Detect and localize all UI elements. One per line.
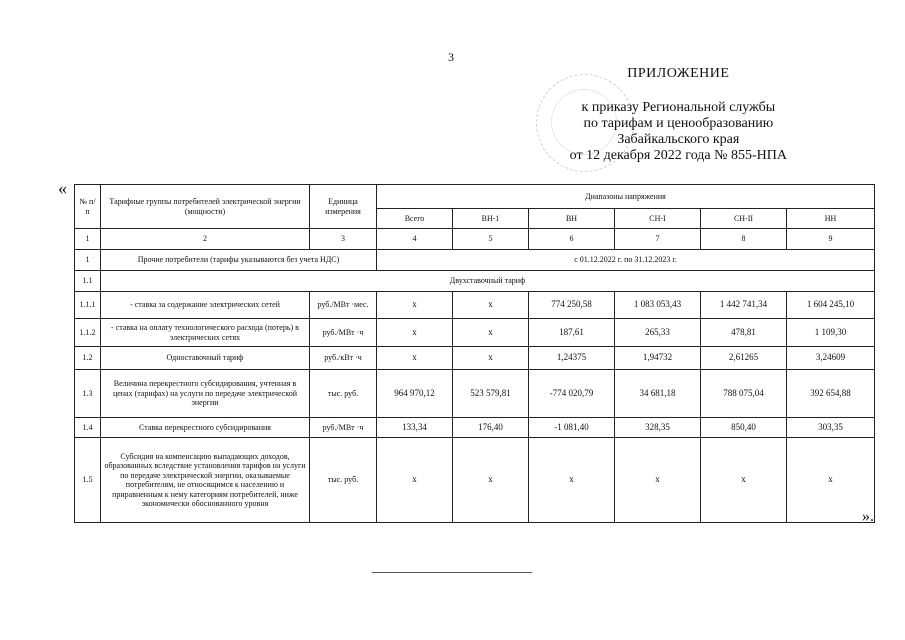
- header-col: Всего: [377, 209, 453, 229]
- header-col: СН-I: [615, 209, 701, 229]
- value-cell: х: [453, 347, 529, 370]
- row-num: 1.1.1: [75, 292, 101, 319]
- header-row: [75, 185, 875, 209]
- table-row: [75, 319, 875, 347]
- value-cell: 2,61265: [701, 347, 787, 370]
- value-cell: 1 083 053,43: [615, 292, 701, 319]
- value-cell: х: [529, 438, 615, 523]
- footer-rule: [372, 572, 532, 573]
- table-row: [75, 347, 875, 370]
- value-cell: 392 654,88: [787, 370, 875, 418]
- header-ranges: Диапазоны напряжения: [377, 185, 875, 209]
- period-cell: с 01.12.2022 г. по 31.12.2023 г.: [377, 250, 875, 271]
- value-cell: х: [787, 438, 875, 523]
- value-cell: 478,81: [701, 319, 787, 347]
- value-cell: -1 081,40: [529, 418, 615, 438]
- annex-line: от 12 декабря 2022 года № 855-НПА: [569, 148, 787, 163]
- header-col: ВН: [529, 209, 615, 229]
- row-num: 1.1: [75, 271, 101, 292]
- annex-line: Забайкальского края: [617, 132, 740, 147]
- index-row: [75, 229, 875, 250]
- tariff-table: [74, 184, 875, 523]
- index-cell: 9: [787, 229, 875, 250]
- index-cell: 7: [615, 229, 701, 250]
- value-cell: 187,61: [529, 319, 615, 347]
- value-cell: -774 020,79: [529, 370, 615, 418]
- value-cell: 303,35: [787, 418, 875, 438]
- header-col: СН-II: [701, 209, 787, 229]
- value-cell: х: [615, 438, 701, 523]
- annex-line: к приказу Региональной службы: [581, 100, 776, 115]
- row-num: 1.5: [75, 438, 101, 523]
- value-cell: 523 579,81: [453, 370, 529, 418]
- header-group: Тарифные группы потребителей электрической энергии (мощности): [101, 185, 310, 229]
- row-unit: тыс. руб.: [310, 370, 377, 418]
- value-cell: х: [453, 292, 529, 319]
- row-unit: руб./МВт ·ч: [310, 418, 377, 438]
- table-row: [75, 271, 875, 292]
- header-col: ВН-1: [453, 209, 529, 229]
- table-row: [75, 370, 875, 418]
- value-cell: 774 250,58: [529, 292, 615, 319]
- table-row: [75, 418, 875, 438]
- value-cell: 1,94732: [615, 347, 701, 370]
- value-cell: 265,33: [615, 319, 701, 347]
- value-cell: 3,24609: [787, 347, 875, 370]
- header-unit: Единица измерения: [310, 185, 377, 229]
- value-cell: 788 075,04: [701, 370, 787, 418]
- row-label: - ставка за содержание электрических сетей: [101, 292, 310, 319]
- row-num: 1: [75, 250, 101, 271]
- index-cell: 5: [453, 229, 529, 250]
- annex-block: [570, 66, 787, 164]
- page-number: 3: [448, 50, 454, 64]
- row-unit: тыс. руб.: [310, 438, 377, 523]
- table-row: [75, 292, 875, 319]
- value-cell: 850,40: [701, 418, 787, 438]
- value-cell: х: [453, 438, 529, 523]
- row-unit: руб./кВт ·ч: [310, 347, 377, 370]
- table-row: [75, 250, 875, 271]
- value-cell: 176,40: [453, 418, 529, 438]
- value-cell: 133,34: [377, 418, 453, 438]
- row-unit: руб./МВт ·мес.: [310, 292, 377, 319]
- header-num: № п/п: [75, 185, 101, 229]
- value-cell: х: [377, 319, 453, 347]
- index-cell: 1: [75, 229, 101, 250]
- index-cell: 6: [529, 229, 615, 250]
- value-cell: х: [453, 319, 529, 347]
- value-cell: 1 604 245,10: [787, 292, 875, 319]
- index-cell: 2: [101, 229, 310, 250]
- value-cell: 34 681,18: [615, 370, 701, 418]
- value-cell: х: [377, 438, 453, 523]
- value-cell: 964 970,12: [377, 370, 453, 418]
- annex-line: по тарифам и ценообразованию: [583, 116, 774, 131]
- row-label: Двухставочный тариф: [101, 271, 875, 292]
- value-cell: 1 442 741,34: [701, 292, 787, 319]
- opening-quote: «: [58, 178, 67, 198]
- row-num: 1.4: [75, 418, 101, 438]
- row-label: Субсидия на компенсацию выпадающих доходов, образованных вследствие установления тарифов на услуги по передаче электрической энергии, оказываемые потребителям, не относящимся к населению и приравненным к нему категориям потребителей, ниже экономически обоснованного уровня: [101, 438, 310, 523]
- header-col: НН: [787, 209, 875, 229]
- row-unit: руб./МВт ·ч: [310, 319, 377, 347]
- row-label: Величина перекрестного субсидирования, учтенная в ценах (тарифах) на услуги по передаче электрической энергии: [101, 370, 310, 418]
- row-num: 1.1.2: [75, 319, 101, 347]
- index-cell: 3: [310, 229, 377, 250]
- row-label: Прочие потребители (тарифы указываются без учета НДС): [101, 250, 377, 271]
- index-cell: 4: [377, 229, 453, 250]
- value-cell: 1 109,30: [787, 319, 875, 347]
- closing-quote: ».: [862, 508, 874, 525]
- index-cell: 8: [701, 229, 787, 250]
- value-cell: 328,35: [615, 418, 701, 438]
- value-cell: х: [377, 347, 453, 370]
- value-cell: 1,24375: [529, 347, 615, 370]
- row-label: Ставка перекрестного субсидирования: [101, 418, 310, 438]
- annex-title: ПРИЛОЖЕНИЕ: [627, 66, 730, 81]
- row-num: 1.3: [75, 370, 101, 418]
- row-label: Одноставочный тариф: [101, 347, 310, 370]
- row-label: - ставка на оплату технологического расхода (потерь) в электрических сетях: [101, 319, 310, 347]
- row-num: 1.2: [75, 347, 101, 370]
- value-cell: х: [377, 292, 453, 319]
- table-row: [75, 438, 875, 523]
- value-cell: х: [701, 438, 787, 523]
